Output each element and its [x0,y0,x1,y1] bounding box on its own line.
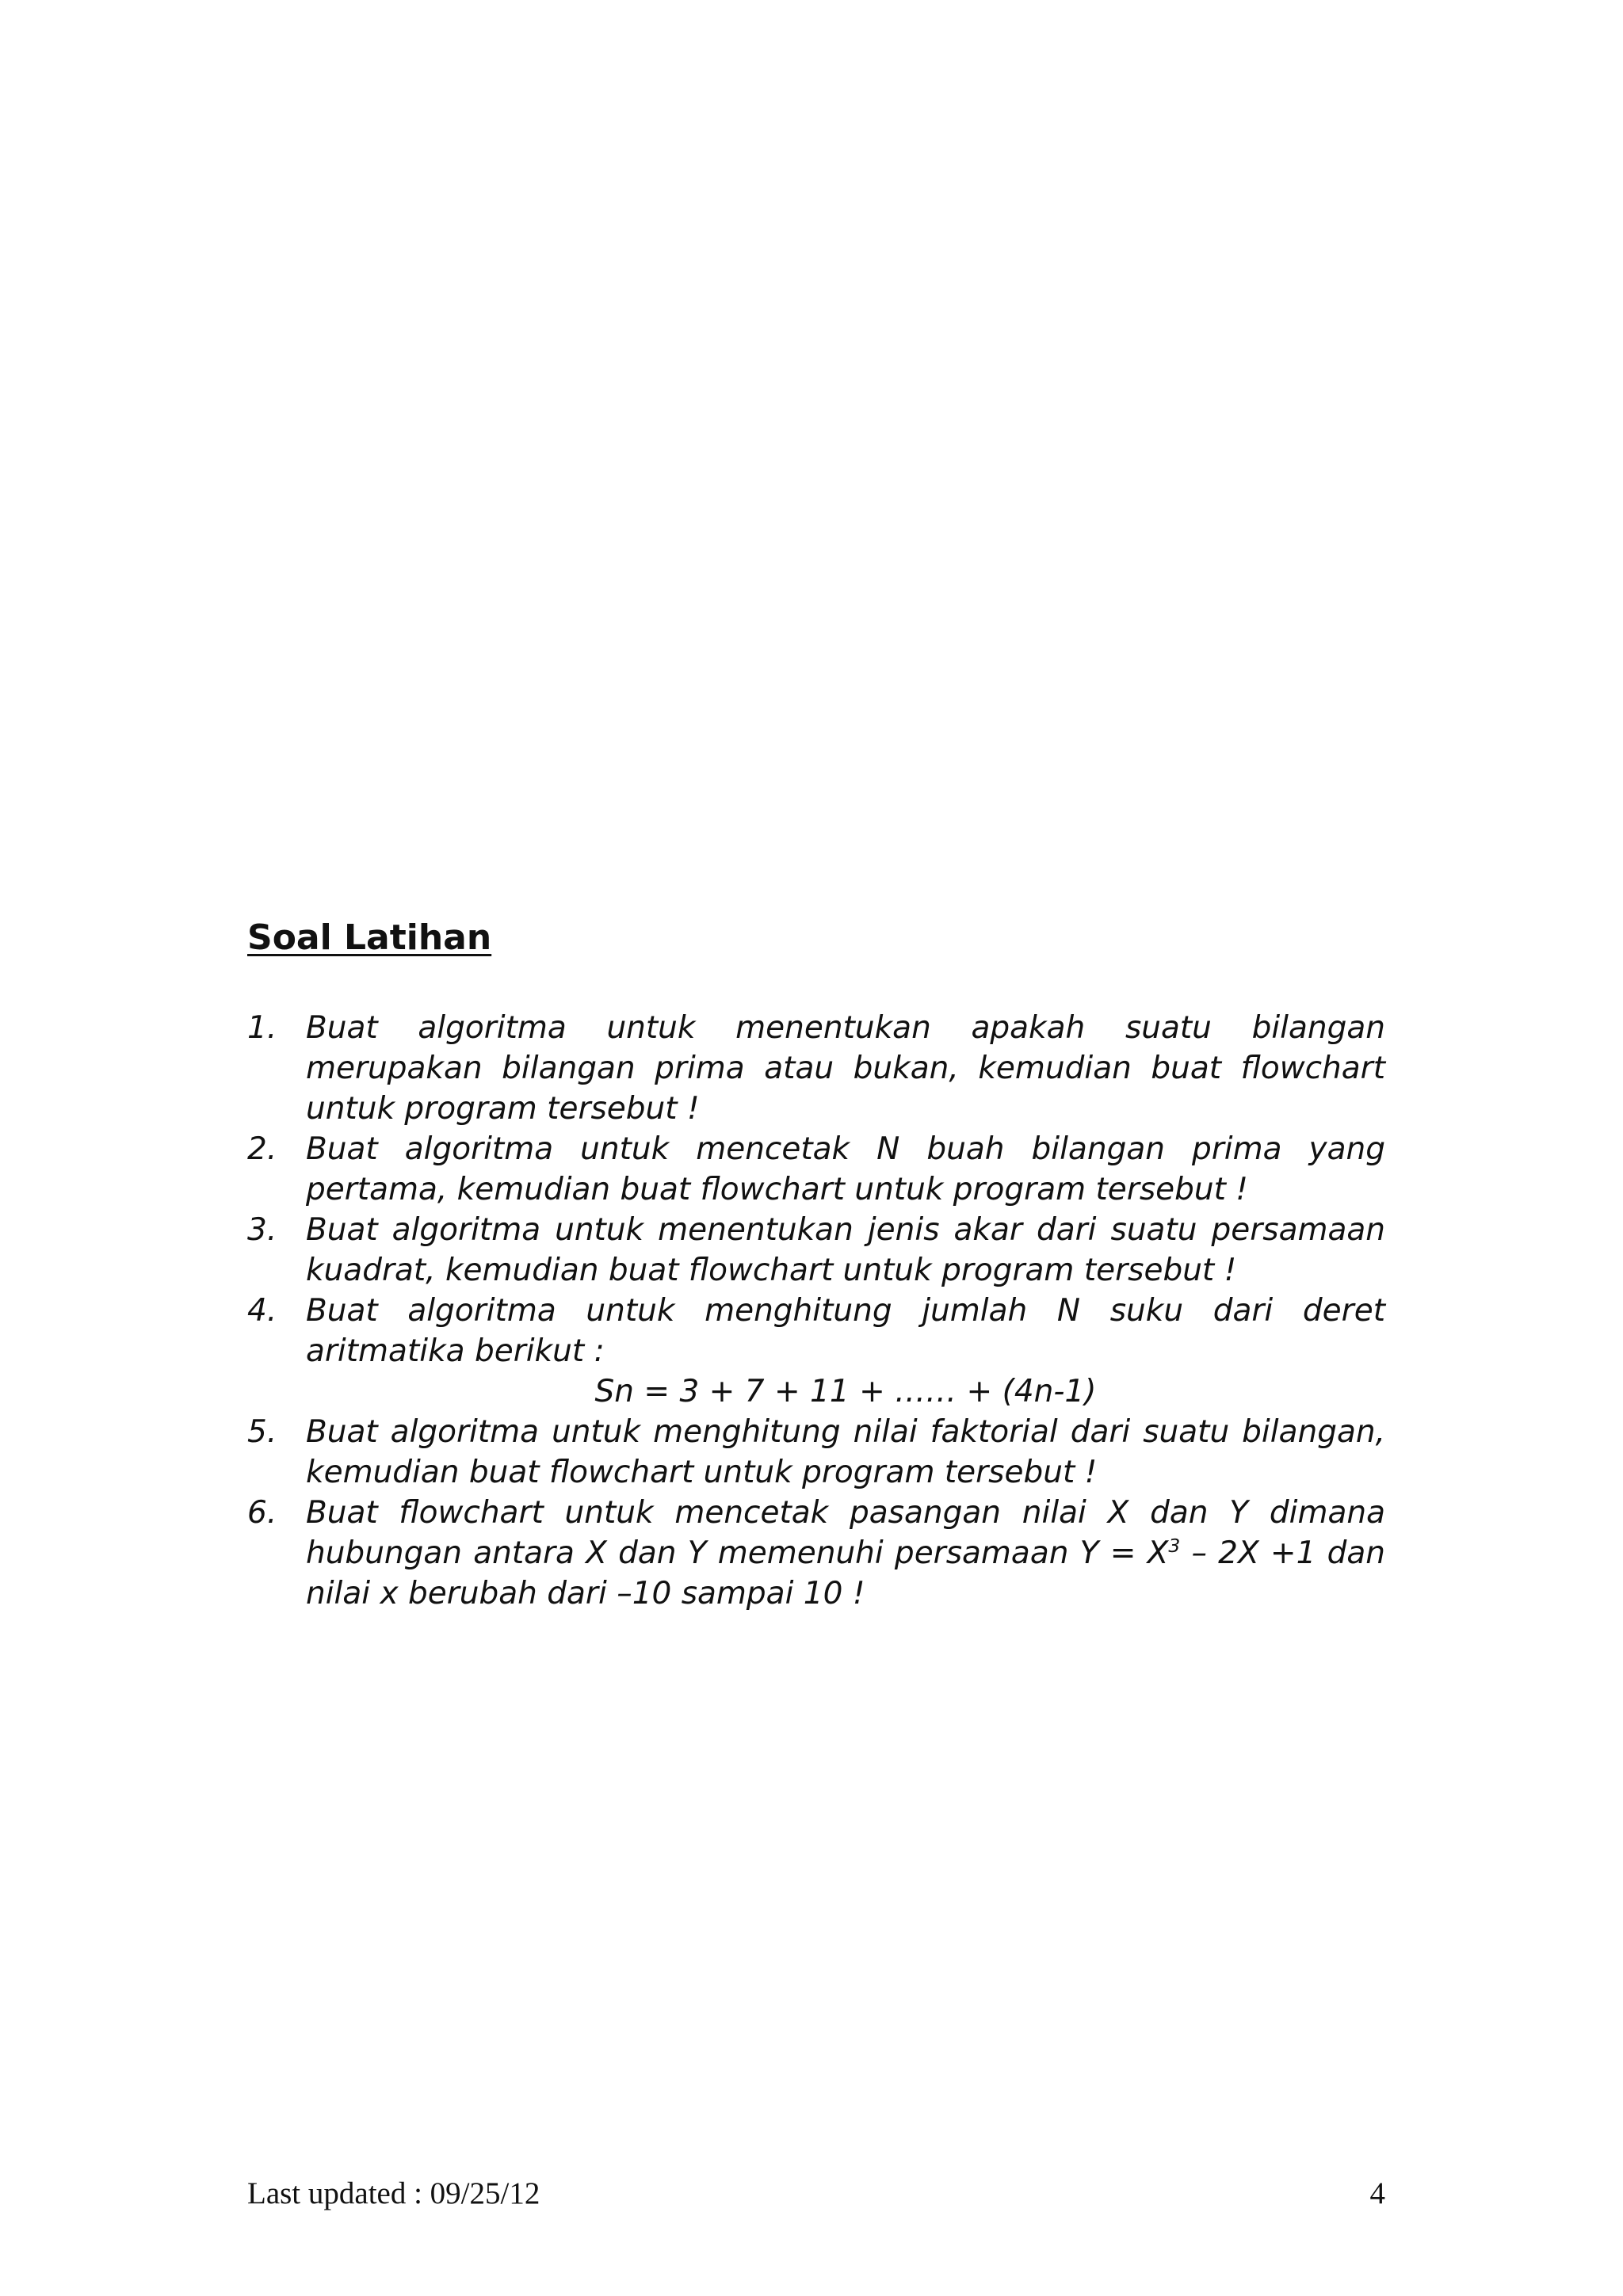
exercise-text: Buat algoritma untuk mencetak N buah bilangan prima yang pertama, kemudian buat flowchart untuk program tersebut ! [306,1131,1385,1207]
exercise-text: Buat algoritma untuk menghitung nilai faktorial dari suatu bilangan, kemudian buat flowchart untuk program tersebut ! [306,1414,1385,1490]
section-title: Soal Latihan [247,917,492,958]
exercise-text-part: – 2X +1 dan nilai x berubah dari –10 sampai 10 ! [306,1535,1385,1611]
last-updated-text: Last updated : 09/25/12 [247,2176,540,2210]
exercise-number: 2. [247,1131,277,1167]
exercise-text: Buat algoritma untuk menentukan apakah suatu bilangan merupakan bilangan prima atau bukan, kemudian buat flowchart untuk program tersebut ! [306,1010,1385,1127]
exercise-item-2 [247,1129,1385,1210]
exercise-item-3 [247,1210,1385,1291]
exercise-item-6 [247,1493,1385,1614]
exercise-text [306,1493,1385,1614]
exercise-text: Buat algoritma untuk menghitung jumlah N suku dari deret aritmatika berikut : [306,1293,1385,1369]
exercise-number: 6. [247,1495,277,1531]
series-formula: Sn = 3 + 7 + 11 + …… + (4n-1) [594,1374,1097,1409]
exercise-number: 3. [247,1212,277,1248]
exercise-item-4 [247,1291,1385,1412]
exercise-number: 4. [247,1293,277,1329]
exercise-number: 5. [247,1414,277,1450]
exponent-superscript: 3 [1168,1535,1181,1557]
exercise-item-1 [247,1008,1385,1129]
page-number: 4 [1369,2176,1385,2210]
exercise-list [247,1008,1385,1614]
exercise-text: Buat algoritma untuk menentukan jenis akar dari suatu persamaan kuadrat, kemudian buat flowchart untuk program tersebut ! [306,1212,1385,1288]
exercise-text-part: Buat flowchart untuk mencetak pasangan nilai X dan Y dimana hubungan antara X dan Y memenuhi persamaan Y = X [306,1495,1385,1571]
exercise-number: 1. [247,1010,277,1046]
exercise-item-5 [247,1412,1385,1493]
